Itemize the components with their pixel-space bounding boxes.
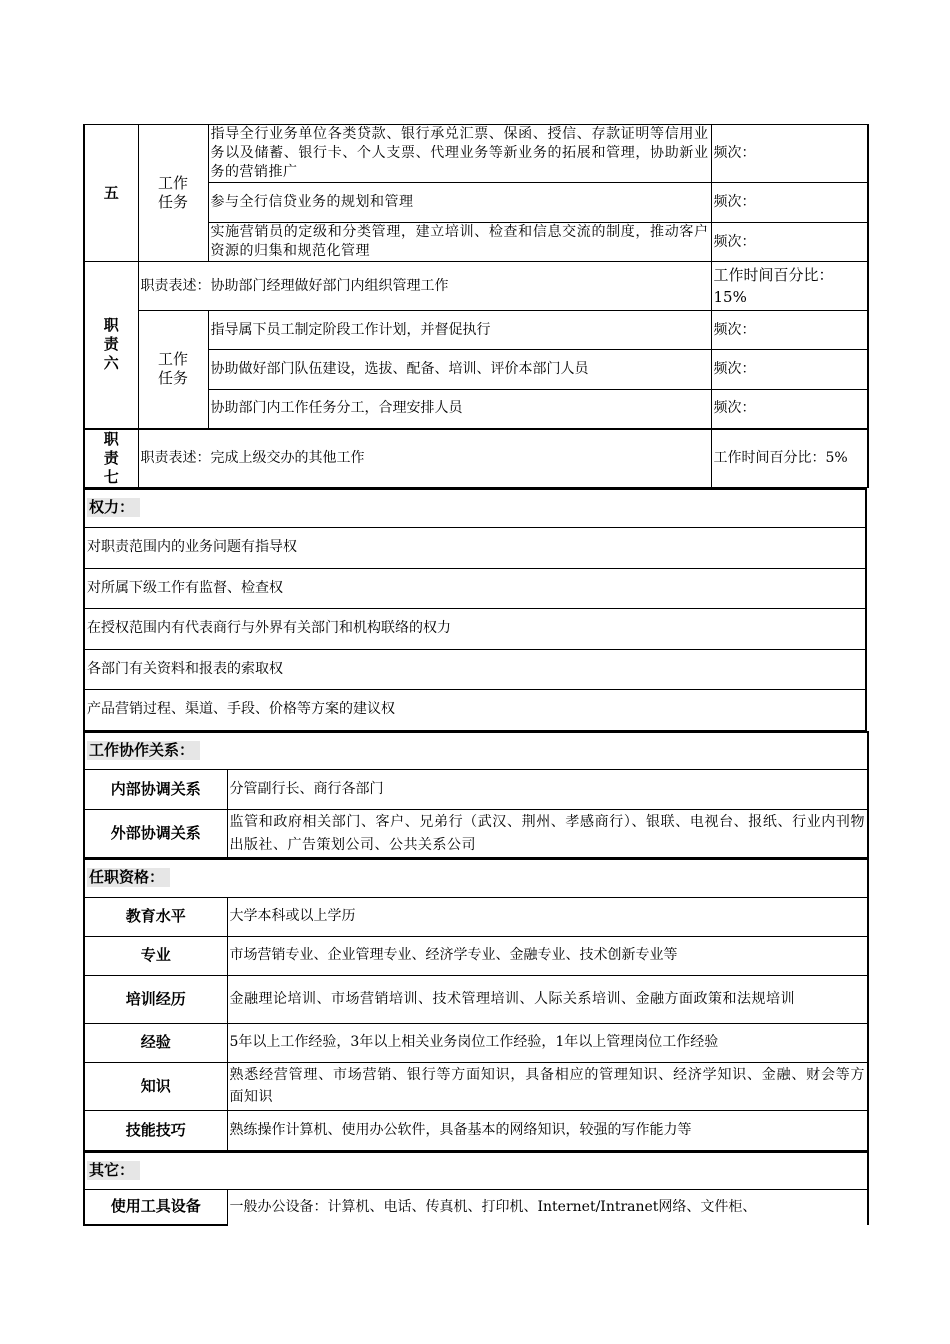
duty6-task-2-freq: 频次： — [711, 350, 868, 390]
qualifications-table — [83, 858, 869, 1151]
qualification-value: 5年以上工作经验，3年以上相关业务岗位工作经验，1年以上管理岗位工作经验 — [227, 1023, 868, 1062]
qualification-label: 经验 — [84, 1023, 227, 1062]
duty6-time-pct: 工作时间百分比：15% — [711, 262, 868, 311]
duty5-task-label: 工作 任务 — [138, 125, 208, 262]
duty6-task-3-freq: 频次： — [711, 390, 868, 429]
qualification-label: 技能技巧 — [84, 1110, 227, 1150]
relation-label: 内部协调关系 — [84, 770, 227, 810]
duty5-task-1-freq: 频次： — [711, 125, 868, 183]
power-item: 各部门有关资料和报表的索取权 — [84, 649, 866, 689]
qualification-label: 培训经历 — [84, 975, 227, 1023]
qualification-value: 熟悉经营管理、市场营销、银行等方面知识，具备相应的管理知识、经济学知识、金融、财会等方面知识 — [227, 1062, 868, 1110]
duty5-task-3: 实施营销员的定级和分类管理，建立培训、检查和信息交流的制度，推动客户资源的归集和规范化管理 — [208, 223, 711, 262]
qualification-label: 知识 — [84, 1062, 227, 1110]
other-label: 使用工具设备 — [84, 1190, 227, 1225]
duty6-task-1: 指导属下员工制定阶段工作计划，并督促执行 — [208, 311, 711, 350]
duty5-task-1: 指导全行业务单位各类贷款、银行承兑汇票、保函、授信、存款证明等信用业务以及储蓄、银行卡、个人支票、代理业务等新业务的拓展和管理，协助新业务的营销推广 — [208, 125, 711, 183]
qualification-value: 熟练操作计算机、使用办公软件，具备基本的网络知识，较强的写作能力等 — [227, 1110, 868, 1150]
duty6-task-3: 协助部门内工作任务分工，合理安排人员 — [208, 390, 711, 429]
duties-table — [83, 124, 869, 488]
duty7-label: 职 责 七 — [84, 429, 138, 488]
power-header: 权力： — [87, 498, 140, 517]
relation-value: 监管和政府相关部门、客户、兄弟行（武汉、荆州、孝感商行）、银联、电视台、报纸、行业内刊物出版社、广告策划公司、公共关系公司 — [227, 810, 868, 858]
qualification-value: 大学本科或以上学历 — [227, 897, 868, 936]
duty5-number: 五 — [84, 125, 138, 262]
power-table — [83, 488, 867, 731]
other-header: 其它： — [87, 1161, 140, 1180]
relation-value: 分管副行长、商行各部门 — [227, 770, 868, 810]
qualification-value: 市场营销专业、企业管理专业、经济学专业、金融专业、技术创新专业等 — [227, 936, 868, 975]
duty5-task-2: 参与全行信贷业务的规划和管理 — [208, 183, 711, 223]
job-description-page — [83, 124, 867, 1226]
duty6-statement: 职责表述：协助部门经理做好部门内组织管理工作 — [138, 262, 711, 311]
other-table — [83, 1151, 869, 1226]
relations-table — [83, 731, 869, 859]
qualification-label: 专业 — [84, 936, 227, 975]
duty5-task-2-freq: 频次： — [711, 183, 868, 223]
duty5-task-3-freq: 频次： — [711, 223, 868, 262]
duty6-task-label: 工作 任务 — [138, 311, 208, 429]
duty7-statement: 职责表述：完成上级交办的其他工作 — [138, 429, 711, 488]
relations-header: 工作协作关系： — [87, 741, 200, 760]
duty6-label: 职 责 六 — [84, 262, 138, 429]
qualification-value: 金融理论培训、市场营销培训、技术管理培训、人际关系培训、金融方面政策和法规培训 — [227, 975, 868, 1023]
qualification-label: 教育水平 — [84, 897, 227, 936]
power-item: 对职责范围内的业务问题有指导权 — [84, 527, 866, 568]
qualifications-header: 任职资格： — [87, 868, 170, 887]
duty6-task-1-freq: 频次： — [711, 311, 868, 350]
relation-label: 外部协调关系 — [84, 810, 227, 858]
other-value: 一般办公设备：计算机、电话、传真机、打印机、Internet/Intranet网络、文件柜、 — [227, 1190, 868, 1225]
duty6-task-2: 协助做好部门队伍建设，选拔、配备、培训、评价本部门人员 — [208, 350, 711, 390]
duty7-time-pct: 工作时间百分比：5% — [711, 429, 868, 488]
power-item: 在授权范围内有代表商行与外界有关部门和机构联络的权力 — [84, 608, 866, 649]
power-item: 产品营销过程、渠道、手段、价格等方案的建议权 — [84, 689, 866, 730]
power-item: 对所属下级工作有监督、检查权 — [84, 568, 866, 608]
